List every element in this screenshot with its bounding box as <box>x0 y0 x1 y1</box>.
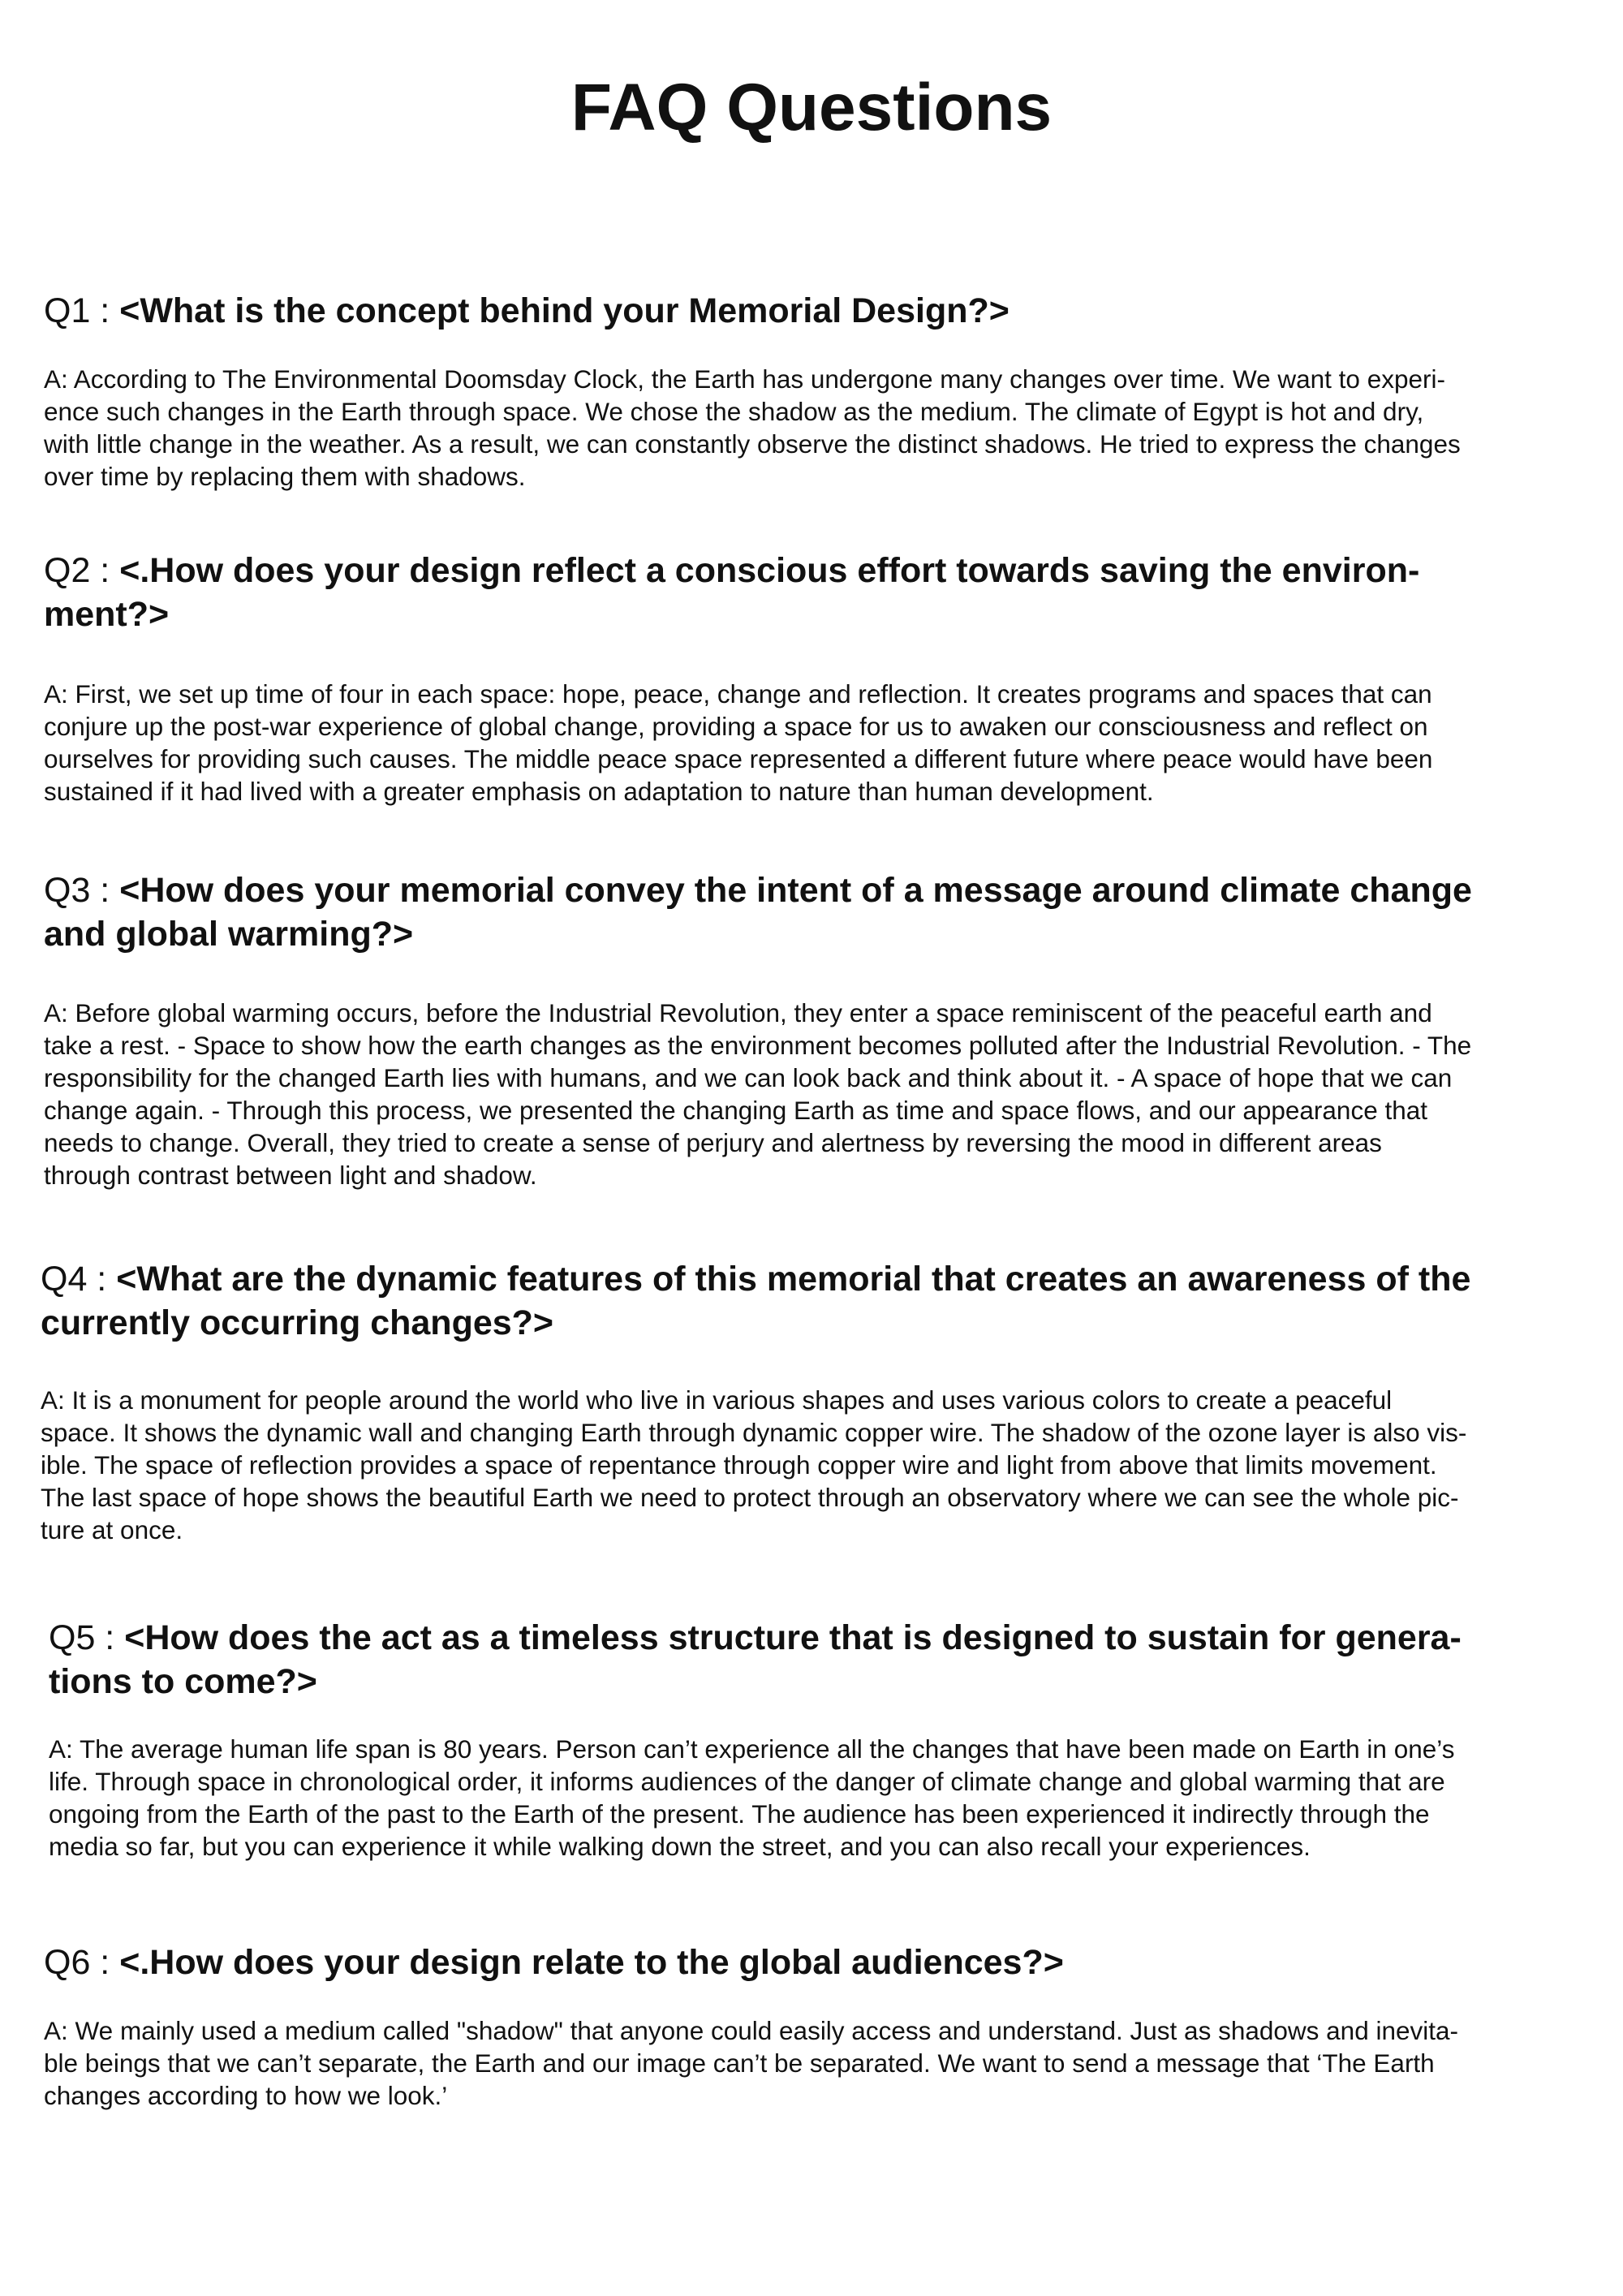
question-text: currently occurring changes?> <box>41 1303 554 1342</box>
question-number: Q2 : <box>44 551 120 590</box>
question-text: <How does the act as a timeless structure that is designed to sustain for genera- <box>124 1618 1462 1657</box>
question-text: <What are the dynamic features of this memorial that creates an awareness of the <box>116 1260 1471 1299</box>
page-title: FAQ Questions <box>570 71 1053 144</box>
answer-line: The last space of hope shows the beautiful Earth we need to protect through an observatory where we can see the whole pic- <box>41 1483 1459 1512</box>
faq-answer <box>41 1384 1582 1546</box>
answer-line: A: It is a monument for people around the world who live in various shapes and uses various colors to create a peaceful <box>41 1385 1393 1415</box>
faq-answer <box>44 678 1586 808</box>
faq-question <box>44 1941 1586 1984</box>
question-text: tions to come?> <box>49 1662 317 1701</box>
faq-answer <box>49 1733 1591 1863</box>
question-number: Q1 : <box>44 291 120 330</box>
answer-line: space. It shows the dynamic wall and changing Earth through dynamic copper wire. The shadow of the ozone layer is also vis- <box>41 1418 1467 1447</box>
answer-line: over time by replacing them with shadows. <box>44 462 526 491</box>
answer-line: sustained if it had lived with a greater emphasis on adaptation to nature than human development. <box>44 777 1154 806</box>
answer-line: responsibility for the changed Earth lies with humans, and we can look back and think about it. - A space of hope that we can <box>44 1063 1453 1092</box>
faq-question <box>49 1616 1591 1704</box>
faq-item-3 <box>44 868 1586 1191</box>
faq-item-2 <box>44 549 1586 808</box>
answer-line: life. Through space in chronological order, it informs audiences of the danger of climate change and global warming that are <box>49 1767 1445 1796</box>
faq-question <box>44 868 1586 956</box>
answer-line: A: The average human life span is 80 years. Person can’t experience all the changes that have been made on Earth in one’s <box>49 1734 1455 1764</box>
faq-answer <box>44 2014 1586 2112</box>
question-number: Q6 : <box>44 1943 120 1982</box>
faq-answer <box>44 363 1586 493</box>
faq-item-1 <box>44 289 1586 493</box>
answer-line: conjure up the post-war experience of global change, providing a space for us to awaken our consciousness and reflect on <box>44 712 1428 741</box>
answer-line: ible. The space of reflection provides a space of repentance through copper wire and light from above that limits movement. <box>41 1450 1437 1480</box>
answer-line: changes according to how we look.’ <box>44 2081 448 2110</box>
answer-line: A: Before global warming occurs, before the Industrial Revolution, they enter a space reminiscent of the peaceful earth and <box>44 998 1432 1027</box>
answer-line: media so far, but you can experience it while walking down the street, and you can also recall your experiences. <box>49 1832 1311 1861</box>
answer-line: needs to change. Overall, they tried to create a sense of perjury and alertness by reversing the mood in different areas <box>44 1128 1382 1157</box>
faq-question <box>41 1257 1582 1345</box>
answer-line: ble beings that we can’t separate, the Earth and our image can’t be separated. We want to send a message that ‘The Earth <box>44 2048 1435 2078</box>
faq-answer <box>44 997 1586 1191</box>
answer-line: ture at once. <box>41 1515 183 1544</box>
question-text: <What is the concept behind your Memorial Design?> <box>119 291 1010 330</box>
question-text: <.How does your design reflect a conscious effort towards saving the environ- <box>119 551 1420 590</box>
answer-line: change again. - Through this process, we presented the changing Earth as time and space flows, and our appearance that <box>44 1096 1427 1125</box>
question-text: <How does your memorial convey the intent of a message around climate change <box>119 871 1472 910</box>
question-text: ment?> <box>44 595 170 634</box>
question-number: Q5 : <box>49 1618 125 1657</box>
question-number: Q4 : <box>41 1260 117 1299</box>
faq-item-4 <box>41 1257 1582 1546</box>
answer-line: through contrast between light and shadow. <box>44 1161 537 1190</box>
faq-item-5 <box>49 1616 1591 1863</box>
answer-line: ence such changes in the Earth through space. We chose the shadow as the medium. The climate of Egypt is hot and dry, <box>44 397 1424 426</box>
faq-item-6 <box>44 1941 1586 2112</box>
question-text: and global warming?> <box>44 915 414 954</box>
answer-line: ongoing from the Earth of the past to the Earth of the present. The audience has been experienced it indirectly through the <box>49 1799 1430 1829</box>
answer-line: A: We mainly used a medium called "shadow" that anyone could easily access and understand. Just as shadows and inevita- <box>44 2016 1459 2045</box>
answer-line: with little change in the weather. As a result, we can constantly observe the distinct shadows. He tried to express the changes <box>44 429 1461 459</box>
answer-line: A: First, we set up time of four in each space: hope, peace, change and reflection. It creates programs and spaces that can <box>44 679 1432 709</box>
answer-line: take a rest. - Space to show how the earth changes as the environment becomes polluted after the Industrial Revolution. - The <box>44 1031 1472 1060</box>
question-text: <.How does your design relate to the global audiences?> <box>119 1943 1064 1982</box>
question-number: Q3 : <box>44 871 120 910</box>
answer-line: ourselves for providing such causes. The middle peace space represented a different future where peace would have been <box>44 744 1433 773</box>
faq-question <box>44 549 1586 636</box>
answer-line: A: According to The Environmental Doomsday Clock, the Earth has undergone many changes over time. We want to experi- <box>44 364 1445 394</box>
faq-question <box>44 289 1586 333</box>
